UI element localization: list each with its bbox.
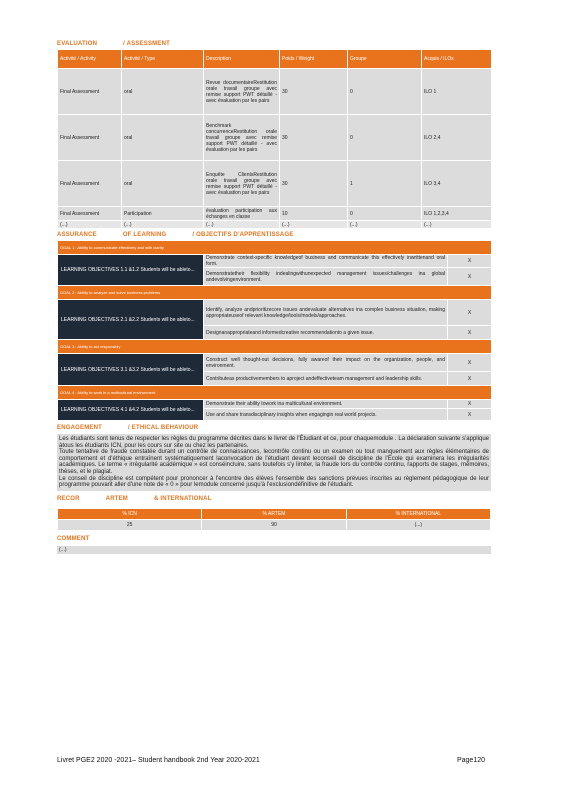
recognition-value-international: (...) — [346, 519, 490, 530]
goal-4-mark-1: X — [448, 400, 492, 409]
goal-2-mark-2: X — [448, 326, 492, 340]
cell-ilo: (...) — [422, 221, 492, 229]
cell-activity: Final Assessment — [58, 115, 122, 161]
recognition-title-b: ARTEM — [105, 495, 129, 502]
header-group: Groupe — [348, 50, 422, 69]
cell-activity: Final Assessment — [58, 207, 122, 221]
cell-group: (...) — [348, 221, 422, 229]
cell-weight: 30 — [280, 69, 348, 115]
goal-header-row — [58, 386, 492, 400]
table-row — [58, 354, 492, 372]
goal-2-header: GOAL 2 : Ability to analyze and solve business problems — [58, 286, 492, 300]
page-content — [57, 40, 491, 554]
cell-ilo: ILO 1,2,3,4 — [422, 207, 492, 221]
cell-group: 1 — [348, 161, 422, 207]
table-row — [58, 519, 491, 530]
table-row — [58, 69, 492, 115]
cell-description: Enquête ClientsRestitution orale travail groupe avec remise support PWT détaillé - avec évaluation par les pairs — [204, 161, 280, 207]
goal-4-header: GOAL 4 : Ability to work in a multicultural environment — [58, 386, 492, 400]
evaluation-header-row — [58, 50, 492, 69]
cell-type: oral — [122, 115, 204, 161]
comment-value: (...) — [57, 546, 491, 554]
table-row — [58, 255, 492, 268]
table-row — [58, 207, 492, 221]
cell-description: (...) — [204, 221, 280, 229]
goal-2-item-1: Identify, analyze andprioritizecore issues andevaluate alternatives ina complex business situation, making appropriateuseof relevant knowledge/tools/models/approaches. — [204, 300, 448, 326]
footer-page-number: Page120 — [456, 757, 485, 764]
recognition-title — [57, 495, 491, 504]
footer-left: Livret PGE2 2020 -2021– Student handbook 2nd Year 2020-2021 — [57, 757, 260, 764]
header-type: Activité / Type — [122, 50, 204, 69]
goal-1-header: GOAL 1 : Ability to communicate effectively and with clarity — [58, 241, 492, 255]
engagement-paragraph-1: Les étudiants sont tenus de respecter les règles du programme décrites dans le livret de l'Étudiant et ce, pour chaquemodule . La déclaration suivante s'applique àtous les étudiants ICN, pour les cours sur site ou chez les partenaires. — [59, 436, 489, 449]
goal-2-mark-1: X — [448, 300, 492, 326]
header-description: Description — [204, 50, 280, 69]
header-ilo: Acquis / ILOs — [422, 50, 492, 69]
recognition-value-icn: 25 — [58, 519, 202, 530]
assurance-title-a: ASSURANCE — [57, 232, 97, 238]
goal-3-item-2: Contributeas productivemembers to aproject andeffectiveteam management and leadership skills. — [204, 372, 448, 386]
table-row — [58, 221, 492, 229]
evaluation-title-right: / ASSESSMENT — [123, 41, 170, 47]
goal-header-row — [58, 286, 492, 300]
learning-objectives-table — [57, 240, 492, 421]
cell-type: oral — [122, 69, 204, 115]
engagement-title-a: ENGAGEMENT — [57, 425, 103, 431]
goal-1-item-2: Demonstratetheir flexibility indealingwithunexpected management issues/challenges ina global andevolvingenvironment. — [204, 268, 448, 286]
recognition-table — [57, 508, 491, 531]
engagement-title — [57, 424, 491, 433]
cell-ilo: ILO 3,4 — [422, 161, 492, 207]
goal-4-mark-2: X — [448, 409, 492, 421]
table-row — [58, 300, 492, 326]
recognition-header-row — [58, 508, 491, 519]
cell-type: oral — [122, 161, 204, 207]
cell-weight: (...) — [280, 221, 348, 229]
assurance-title-b: OF LEARNING — [122, 232, 167, 238]
goal-2-item-2: Designanappropriateand informedcreative recommendationto a given issue. — [204, 326, 448, 340]
cell-activity: Final Assessment — [58, 161, 122, 207]
cell-activity: Final Assessment — [58, 69, 122, 115]
recognition-header-international: % INTERNATIONAL — [346, 508, 490, 519]
comment-title: COMMENT — [57, 535, 90, 542]
cell-activity: (...) — [58, 221, 122, 229]
recognition-header-artem: % ARTEM — [202, 508, 346, 519]
goal-3-mark-1: X — [448, 354, 492, 372]
cell-weight: 30 — [280, 161, 348, 207]
cell-group: 0 — [348, 115, 422, 161]
goal-4-item-2: Use and share transdisciplinary insights when engagingin real world projects. — [204, 409, 448, 421]
engagement-text — [57, 434, 491, 491]
assurance-title — [57, 231, 491, 240]
goal-header-row — [58, 241, 492, 255]
goal-3-objective: LEARNING OBJECTIVES 3.1 &3.2 Students will be ableto... — [58, 354, 204, 386]
goal-2-objective: LEARNING OBJECTIVES 2.1 &2.2 Students will be ableto... — [58, 300, 204, 340]
goal-3-item-1: Construct well thought-out decisions, fully awareof their impact on the organization, people, and environment. — [204, 354, 448, 372]
engagement-paragraph-3: Le conseil de discipline est compétent pour prononcer à l'encontre des élèves l'ensemble des sanctions prévues inscrites au règlement pédagogique de leur programme pouvant aller d'une note de « 0 » pour lemodule concerné jusqu'à l'exclusiondéfinitive de l'étudiant. — [59, 475, 489, 489]
cell-weight: 10 — [280, 207, 348, 221]
page-footer — [57, 757, 485, 764]
assurance-title-c: / OBJECTIFS D'APPRENTISSAGE — [192, 232, 294, 238]
goal-3-mark-2: X — [448, 372, 492, 386]
recognition-value-artem: 90 — [202, 519, 346, 530]
goal-1-objective: LEARNING OBJECTIVES 1.1 &1.2 Students will be ableto... — [58, 255, 204, 286]
goal-1-mark-2: X — [448, 268, 492, 286]
engagement-title-b: / ETHICAL BEHAVIOUR — [128, 425, 199, 431]
header-activity: Activité / Activity — [58, 50, 122, 69]
table-row — [58, 400, 492, 409]
cell-type: (...) — [122, 221, 204, 229]
evaluation-title — [57, 40, 491, 49]
goal-4-item-1: Demonstrate their ability towork ina multicultural environment. — [204, 400, 448, 409]
cell-type: Participation — [122, 207, 204, 221]
cell-ilo: ILO 2,4 — [422, 115, 492, 161]
engagement-paragraph-2: Toute tentative de fraude constatée durant un contrôle de connaissances, lecontrôle continu ou un examen ou tout manquement aux règles élémentaires de comportement et d'éthique entraînent systématiquement laconvocation de l'étudiant devant leconseil de discipline de l'École qui examinera les irrégularités académiques. Le terme « irrégularité académique » est conséincluire, sans toutefois s'y limiter, la fraude lors du contrôle continu, rapports de stages, mémoires, thèses, et le plagiat. — [59, 449, 489, 475]
header-weight: Poids / Weight — [280, 50, 348, 69]
cell-group: 0 — [348, 69, 422, 115]
goal-header-row — [58, 340, 492, 354]
goal-1-item-1: Demonstrate context-specific knowledgeof business and communicate this effectively inwrittenand oral form. — [204, 255, 448, 268]
cell-ilo: ILO 1 — [422, 69, 492, 115]
recognition-title-c: & INTERNATIONAL — [154, 495, 212, 502]
cell-description: Revue documentaireRestitution orale travail groupe avec remise support PWT détaillé - avec évaluation par les pairs — [204, 69, 280, 115]
evaluation-table — [57, 49, 492, 229]
recognition-title-a: RECOR — [57, 495, 80, 502]
goal-4-objective: LEARNING OBJECTIVES 4.1 &4.2 Students will be ableto... — [58, 400, 204, 421]
evaluation-title-left: EVALUATION — [57, 41, 98, 47]
table-row — [58, 115, 492, 161]
goal-3-header: GOAL 3 : Ability to act responsibly — [58, 340, 492, 354]
table-row — [58, 161, 492, 207]
cell-group: 0 — [348, 207, 422, 221]
cell-weight: 30 — [280, 115, 348, 161]
goal-1-mark-1: X — [448, 255, 492, 268]
recognition-header-icn: % ICN — [58, 508, 202, 519]
cell-description: Benchmark concurrenceRestitution orale travail groupe avec remise support PWT détaillé - avec évaluation par les pairs — [204, 115, 280, 161]
cell-description: évaluation participation aux échanges en classe — [204, 207, 280, 221]
